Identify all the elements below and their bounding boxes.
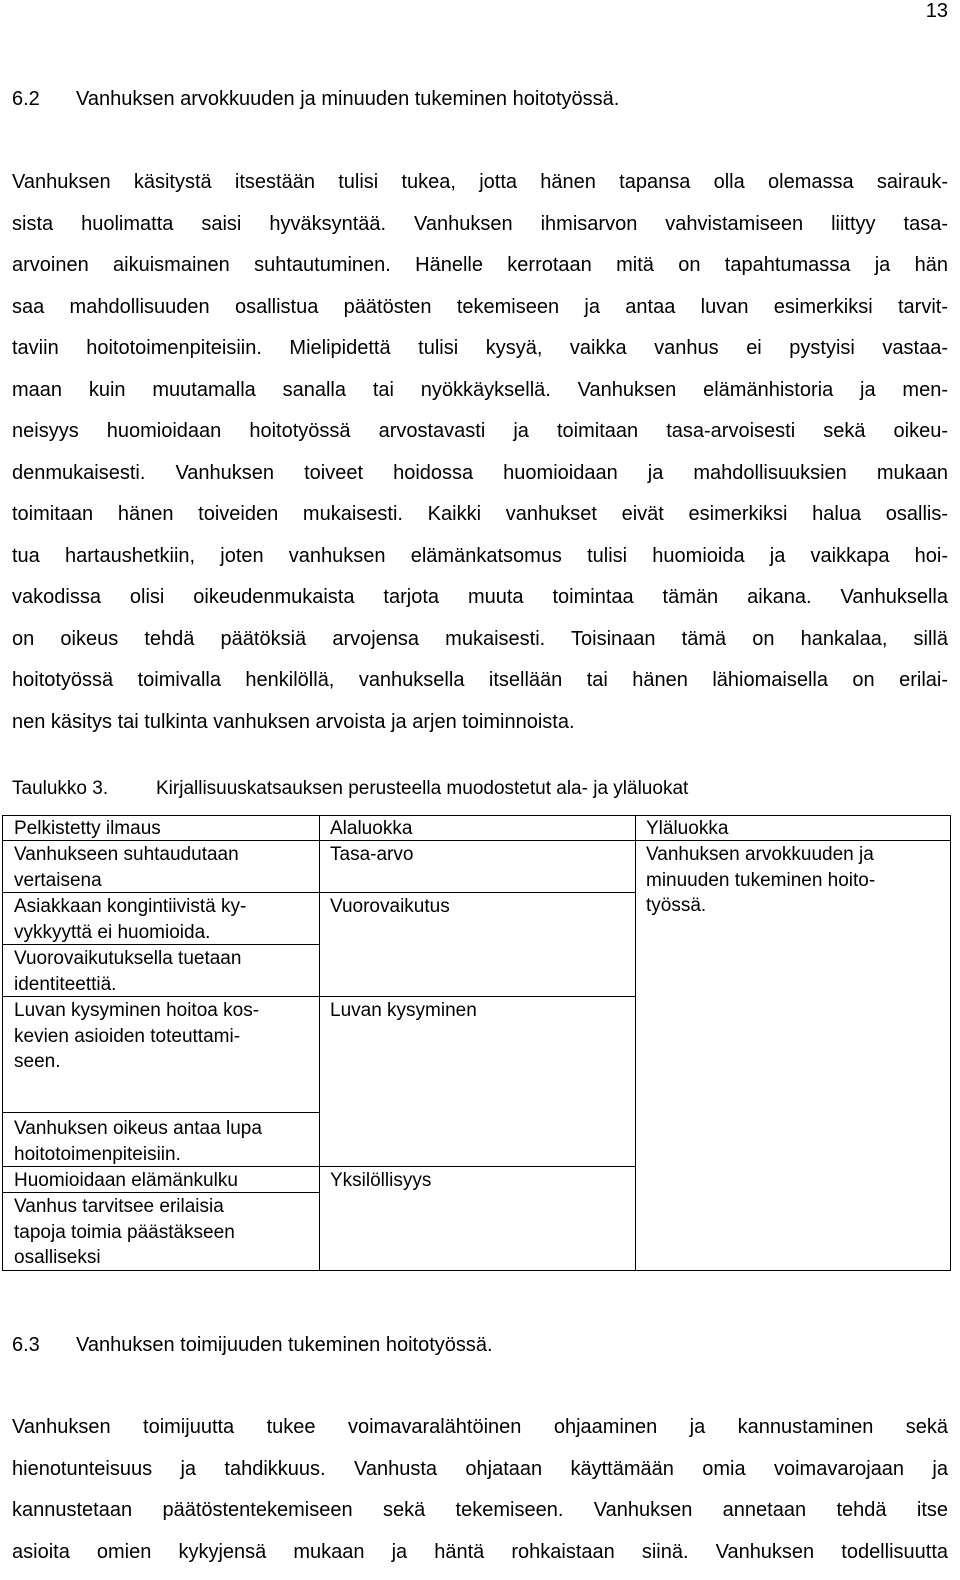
cell-line: vertaisena	[14, 869, 102, 891]
table-caption-text: Kirjallisuuskatsauksen perusteella muodostetut ala- ja yläluokat	[156, 778, 689, 799]
text-line: taviin hoitotoimenpiteisiin. Mielipidettä tulisi kysyä, vaikka vanhus ei pystyisi vastaa-	[12, 337, 948, 359]
category-table	[2, 815, 951, 1271]
column-divider	[635, 816, 636, 1270]
table-cell	[14, 1194, 235, 1271]
cell-line: seen.	[14, 1051, 61, 1072]
section-number: 6.2	[12, 88, 40, 110]
text-line: asioita omien kykyjensä mukaan ja häntä rohkaistaan siinä. Vanhuksen todellisuutta	[12, 1540, 948, 1563]
cell-line: Huomioidaan elämänkulku	[14, 1170, 238, 1191]
text-line: hienotunteisuus ja tahdikkuus. Vanhusta ohjataan käyttämään omia voimavarojaan ja	[12, 1457, 948, 1480]
cell-line: minuuden tukeminen hoito-	[646, 869, 876, 891]
cell-line: Luvan kysyminen hoitoa kos-	[14, 1000, 260, 1021]
table-cell	[14, 998, 259, 1075]
row-divider	[3, 1112, 319, 1113]
table-cell	[646, 842, 875, 919]
cell-line: vykkyyttä ei huomioida.	[14, 921, 211, 943]
cell-line: Vanhus tarvitsee erilaisia	[14, 1196, 224, 1217]
text-line: hoitotyössä toimivalla henkilöllä, vanhuksella itsellään tai hänen lähiomaisella on erilai-	[12, 669, 948, 691]
cell-line: osalliseksi	[14, 1247, 101, 1268]
text-line: denmukaisesti. Vanhuksen toiveet hoidossa huomioidaan ja mahdollisuuksien mukaan	[12, 461, 948, 484]
table-cell	[14, 894, 246, 945]
cell-line: Vuorovaikutuksella tuetaan	[14, 948, 242, 969]
cell-line: hoitotoimenpiteisiin.	[14, 1143, 181, 1165]
header-cell: Pelkistetty ilmaus	[14, 818, 161, 839]
cell-line: Asiakkaan kongintiivistä ky-	[14, 896, 247, 917]
column-divider	[319, 816, 320, 1270]
text-line: maan kuin muutamalla sanalla tai nyökkäyksellä. Vanhuksen elämänhistoria ja men-	[12, 378, 948, 401]
cell-line: Vanhuksen oikeus antaa lupa	[14, 1118, 262, 1139]
cell-line: identiteettiä.	[14, 973, 117, 995]
text-line: Vanhuksen toimijuutta tukee voimavaralähtöinen ohjaaminen ja kannustaminen sekä	[12, 1416, 948, 1438]
text-line: neisyys huomioidaan hoitotyössä arvostavasti ja toimitaan tasa-arvoisesti sekä oikeu-	[12, 420, 948, 442]
section-number: 6.3	[12, 1334, 40, 1356]
table-cell	[14, 1116, 262, 1167]
table-cell: Luvan kysyminen	[330, 1000, 477, 1021]
text-line: toimitaan hänen toiveiden mukaisesti. Kaikki vanhukset eivät esimerkiksi halua osallis-	[12, 503, 948, 525]
table-cell: Yksilöllisyys	[330, 1170, 432, 1191]
cell-line: tapoja toimia päästäkseen	[14, 1221, 235, 1243]
text-line: on oikeus tehdä päätöksiä arvojensa mukaisesti. Toisinaan tämä on hankalaa, sillä	[12, 627, 948, 650]
header-cell: Yläluokka	[646, 818, 729, 839]
section-title: Vanhuksen arvokkuuden ja minuuden tukeminen hoitotyössä.	[76, 88, 620, 110]
table-cell: Tasa-arvo	[330, 844, 414, 865]
table-caption-label: Taulukko 3.	[12, 778, 109, 799]
paragraph-2	[12, 1407, 948, 1573]
table-caption	[12, 778, 688, 800]
text-line: nen käsitys tai tulkinta vanhuksen arvoista ja arjen toiminnoista.	[12, 710, 575, 733]
cell-line: työssä.	[646, 895, 707, 916]
page-number: 13	[925, 0, 948, 22]
table-cell: Vuorovaikutus	[330, 896, 450, 917]
text-line: vakodissa olisi oikeudenmukaista tarjota muuta toimintaa tämän aikana. Vanhuksella	[12, 586, 948, 608]
section-heading-6-3	[12, 1334, 493, 1357]
cell-line: kevien asioiden toteuttami-	[14, 1025, 241, 1047]
paragraph-1	[12, 162, 948, 743]
text-line: tua hartaushetkiin, joten vanhuksen elämänkatsomus tulisi huomioida ja vaikkapa hoi-	[12, 544, 948, 567]
text-line: sista huolimatta saisi hyväksyntää. Vanhuksen ihmisarvon vahvistamiseen liittyy tasa-	[12, 212, 948, 235]
table-cell	[14, 1168, 238, 1194]
table-cell	[14, 946, 241, 997]
cell-line: Vanhuksen arvokkuuden ja	[646, 844, 874, 865]
header-cell: Alaluokka	[330, 818, 413, 839]
table-cell	[14, 842, 239, 893]
text-line: Vanhuksen käsitystä itsestään tulisi tukea, jotta hänen tapansa olla olemassa sairauk-	[12, 171, 948, 193]
cell-line: Vanhukseen suhtaudutaan	[14, 844, 239, 865]
text-line: arvoinen aikuismainen suhtautuminen. Hänelle kerrotaan mitä on tapahtumassa ja hän	[12, 254, 948, 276]
section-title: Vanhuksen toimijuuden tukeminen hoitotyössä.	[76, 1334, 493, 1356]
text-line: saa mahdollisuuden osallistua päätösten tekemiseen ja antaa luvan esimerkiksi tarvit-	[12, 295, 948, 318]
text-line: kannustetaan päätöstentekemiseen sekä tekemiseen. Vanhuksen annetaan tehdä itse	[12, 1499, 948, 1521]
section-heading-6-2	[12, 88, 619, 111]
